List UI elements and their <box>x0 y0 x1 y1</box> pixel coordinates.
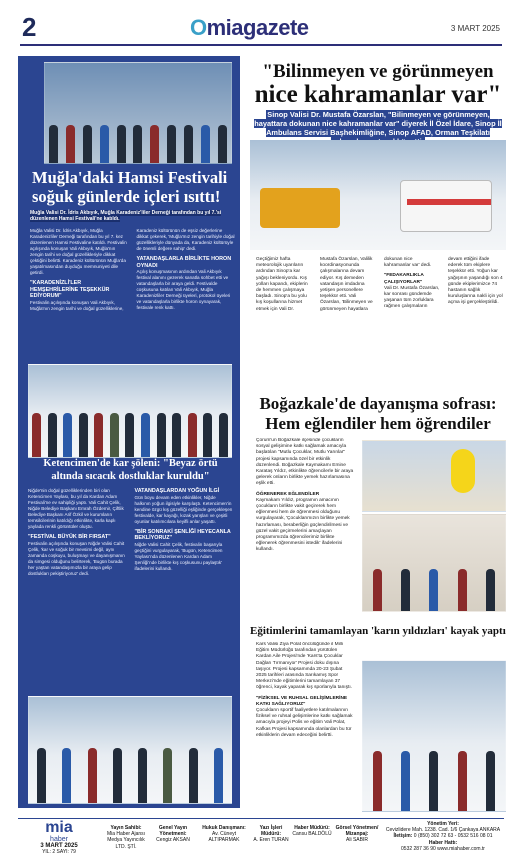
footer-logo-text: mia <box>45 819 73 836</box>
story2-sub1: "FESTİVAL BÜYÜK BİR FIRSAT" <box>28 534 111 540</box>
logo-text: miagazete <box>206 15 309 40</box>
sinop-body: Geçtiğimiz hafta meteorolojik uyarıların ardından Sinop'a kar yağışı bekleniyordu. Kış yolları kapandı, ekiplerin de hemmen çalışmaya başladı. Sinop'a bu yolu kış koşullarına hizmet etmek için Vali Dr. Mustafa Özarslan, Valilik koordinasyonunda çalışmalarına devam ediyor. Kış demeden vatandaşın imdadına yetişen personellere teşekkür etti. Vali Özarslan, 'Bilinmeyen ve görünmeyen hayatlara dokunan nice kahramanlar var' dedi. "FEDAKARLIKLA ÇALIŞIYORLAR" Vali Dr. Mustafa Özarslan, kar sonrası gündemde yaşanan tüm zorluklara rağmen çalışmaların devam ettiğini ifade ederek tüm ekiplere teşekkür etti. Yoğun kar yağışının yaşandığı son 4 günde ekiplerimizce 74 hastanın sağlık kuruluşlarına nakli için yol açma işi gerçekleştirildi. <box>256 257 503 312</box>
story1-lead: Muğla Valisi Dr. İdris Akbıyık, Muğla Karadeniz'liler Derneği tarafından bu yıl 7.'si düzenlenen Hamsi Festivali'ne katıldı. <box>30 210 222 223</box>
story2-title: Ketencimen'de kar şöleni: "Beyaz örtü altında sıcacık dostluklar kuruldu" <box>43 458 218 482</box>
left-feature-column <box>18 56 240 808</box>
bogaz-kitchen-photo <box>362 514 506 612</box>
footer-logo-sub: haber <box>50 836 68 843</box>
story1-sub1: "KARADENİZLİ'LER HEMŞEHRİLERİNE TEŞEKKÜR EDİYORUM" <box>30 280 110 299</box>
footer-address: Yönetim Yeri: Cevizlidere Mah. 1238. Cad. 1/6 Çankaya ANKARA İletişim: 0 (850) 302 72 63 - 0532 516 08 01 Haber Hattı: 0532 287 36 90 www.miahaber.com.tr <box>385 821 501 852</box>
story1-title: Muğla'daki Hamsi Festivali soğuk günlerde içleri ısıttı! <box>32 168 228 206</box>
footer-news-editor: Haber Müdürü: Cansu BALDÖLÜ <box>292 825 332 838</box>
header-date: 3 MART 2025 <box>450 24 500 33</box>
footer-legal: Hukuk Danışmanı: Av. Cüneyt ALTIPARMAK <box>202 825 246 844</box>
header-rule <box>20 44 502 46</box>
minion-shape <box>451 449 475 493</box>
bogaz-title-line1: Boğazkale'de dayanışma sofrası: <box>259 394 497 413</box>
bogaz-body: Çorum'un Boğazkale ilçesinde çocukların sosyal gelişimine katkı sağlamak amacıyla başlatılan "Mutlu Çocuklar, Mutlu Yarınlar" projesi kapsamında özel bir etkinlik düzenlendi. Boğazkale Kaymakamı Emine Karataş Yıldız, etkinlikte öğrencilerle bir araya gelerek onların birlikte yemek hazırlamasına eşlik etti. ÖĞRENEREK EĞLENDİLER Kaymakam Yıldız, programın amacının çocukların birlikte vakit geçirerek hem eğlenmesi hem de öğrenmesi olduğunu vurgulayarak, 'Çocuklarımızın birlikte yemek hazırlaması, beraberliğin güçlendirilmesi ve güzel vakit geçirmelerini amaçlayan programımızda öğrencilerimiz birlikte eğlenerek öğrenmesini istedik' ifadelerini kullandı. <box>256 438 354 553</box>
bogaz-minion-photo <box>362 440 506 512</box>
story1-sub2: YATANDAŞLARLA BİRLİKTE HORON OYNADI <box>136 256 232 269</box>
footer-logo <box>18 820 100 855</box>
story2-body: Niğde'nin doğal güzelliklerinden biri olan Ketencimen Yaylası, bu yıl da Kardan Adam Festivali'ne ev sahipliği yaptı. Vali Cahit Çelik, Niğde Belediye Başkanı Emrah Özdemir, Çiftlik Belediye Başkanı Arif Özkil ve kurumların temsilcilerinin katıldığı etkinlikte, karla kaplı yaylada renkli görüntüler oluştu. "FESTİVAL BÜYÜK BİR FIRSAT" Festivalin açılışında konuşan Niğde Valisi Cahit Çelik, 'kar ve soğuk bir mevsimi değil, aynı zamanda coşkuyu, buluşmayı ve dayanışmanın da simgesi olduğunu belirterek, 'Bugün burada her yaştan vatandaşımızla bir araya gelip dostlukları pekiştiriyoruz' dedi. VATANDAŞLARDAN YOĞUN İLGİ Gün boyu devam eden etkinlikler, Niğde halkının yoğun ilgisiyle karşılaştı. Ketencimen'in kendine özgü kış güzelliği eşliğinde gerçekleşen festivalde, kar kayağı, kızak yarışları ve çeşitli oyunlar katılımcılara keyifli anlar yaşattı. "BİR SONRAKİ ŞENLİĞİ HEYECANLA BEKLİYORUZ" Niğde Valisi Cahit Çelik, festivalin başarıyla geçtiğini vurgulayarak, 'Bugün, Ketencimen Yaylası'nda düzenlenen Kardan Adam Şenliği'nde birlikte kış coşkusunu paylaştık' ifadelerini kullandı. <box>28 488 233 576</box>
bogaz-title-line2: Hem eğlendiler hem öğrendiler <box>265 414 491 433</box>
ketencimen-skiers-photo <box>28 696 232 804</box>
footer-owner: Yayın Sahibi: Mia Haber Ajansı Medya Yayıncılık LTD. ŞTİ. <box>106 825 146 850</box>
story1-body: Muğla Valisi Dr. İdris Akbıyık, Muğla Karadenizliler Derneği tarafından bu yıl 7. kez düzenlenen Hamsi Festivaline katıldı. Festivalin açılışında konuşan Vali Akbıyık, Muğla'nın zengin tarihi ve doğal güzellikleriyle dikkat çektiğini belirtti. Karadeniz kültürünün Muğla'da yaşatılmasından duyduğu memnuniyeti dile getirdi. "KARADENİZLİ'LER HEMŞEHRİLERİNE TEŞEKKÜR EDİYORUM" Festivalin açılışında konuşan Vali Akbıyık, Muğla'nın zengin tarihi ve doğal güzelliklerine, Karadeniz kültürünün de eşsiz değerlerine dikkat çekerek, 'Muğla'mız zengin tarihiyle doğal güzellikleriyle dünyada da, Karadeniz kültürüyle de önemli değere sahip' dedi. YATANDAŞLARLA BİRLİKTE HORON OYNADI Açılış konuşmasının ardından Vali Akbıyık festival alanını gezerek sanatla sohbet etti ve vatandaşlarla bir araya geldi. Festivalde coşkusuna katılan Vali Akbıyık, Muğla Karadenizliler Derneği üyeleri, protokol üyeleri ve vatandaşlarla birlikte horon oynayarak, festivale renk kattı. <box>30 228 235 311</box>
page-number: 2 <box>22 12 37 42</box>
sinop-sub1: "FEDAKARLIKLA ÇALIŞIYORLAR" <box>384 273 424 285</box>
snowplow-shape <box>260 188 340 228</box>
kayak-body: Kars Valisi Ziya Polat öncülüğünde il Milli Eğitim Müdürlüğü tarafından yürütülen Kardan Aile Projesi'nde 'Kars'ta Çocuklar Dağları Tırmanıyor' Projesi doku dışına taşıyor. Projesi kapsamında 20-23 Şubat 2025 tarihleri arasında Sarıkamış Spor Merkezi'nde eğitimlerini tamamlayan 37 öğrenci, kayak yaparak kış sporlarıyla tanıştı. "FİZİKSEL VE RUHSAL GELİŞİMLERİNE KATKI SAĞLIYORUZ" Çocukların sportif faaliyetlere katılmalarının fiziksel ve ruhsal gelişimlerine katkı sağlamak amacıyla projeyi Polis ve eğitim Vali Polat, Kafkas Projesi kapsamında olanlardan bu tür etkinliklerin devam edeceğini belirtti. <box>256 642 353 738</box>
bogaz-sub1: ÖĞRENEREK EĞLENDİLER <box>256 491 320 497</box>
footer-date: 3 MART 2025 <box>40 843 78 849</box>
ketencimen-photo <box>28 364 232 458</box>
kayak-photo <box>362 660 506 812</box>
sinop-deck: Sinop Valisi Dr. Mustafa Özarslan, "Bilinmeyen ve görünmeyen, hayattara dokunan nice kahramanlar var" diyerek İl Özel İdare, Sinop İl Ambulans Servisi Başhekimliğine, Sinop AFAD, Orman Teşkilatı <box>250 110 506 146</box>
footer-editor: Genel Yayın Yönetmeni: Cengiz AKSAN <box>156 825 190 844</box>
footer-art-director: Görsel Yönetmen/ Mizanpaj: Ali SABIR <box>335 825 379 844</box>
footer-issue: YIL: 2 SAYI: 79 <box>42 849 76 855</box>
logo-prefix: O <box>190 15 207 40</box>
masthead-logo[interactable] <box>190 15 309 41</box>
sinop-snow-photo <box>250 140 506 250</box>
kayak-title: Eğitimlerini tamamlayan 'karın yıldızları' kayak yaptı <box>250 625 506 637</box>
story2-sub3: "BİR SONRAKİ ŞENLİĞİ HEYECANLA BEKLİYORUZ" <box>134 528 231 541</box>
sinop-title-line2: nice kahramanlar var" <box>254 81 502 108</box>
footer-managing-editor: Yazı İşleri Müdürü: A. Eren TURAN <box>253 825 289 844</box>
ambulance-shape <box>400 180 492 232</box>
hamsi-festival-photo <box>44 62 232 164</box>
story2-sub2: VATANDAŞLARDAN YOĞUN İLGİ <box>134 488 220 494</box>
sinop-title-line1: "Bilinmeyen ve görünmeyen <box>262 61 494 82</box>
kayak-sub1: "FİZİKSEL VE RUHSAL GELİŞİMLERİNE KATKI SAĞLIYORUZ" <box>256 695 348 707</box>
